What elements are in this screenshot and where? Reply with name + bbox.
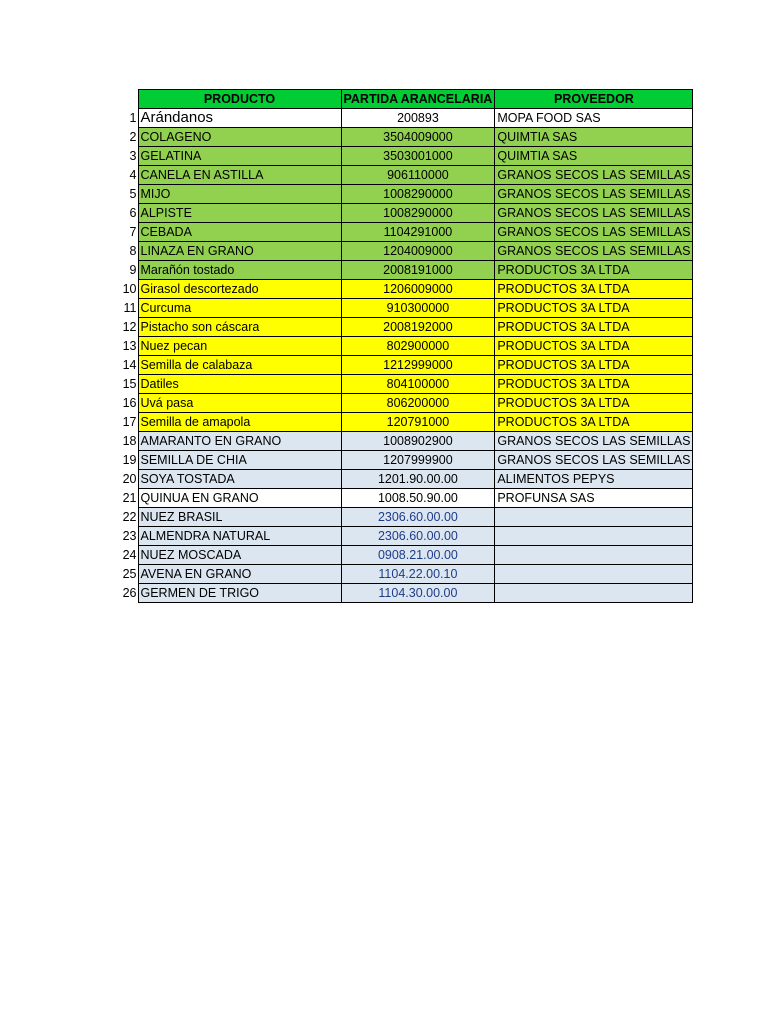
- cell-proveedor[interactable]: GRANOS SECOS LAS SEMILLAS: [495, 223, 693, 242]
- row-number: 5: [129, 187, 137, 201]
- cell-partida-arancelaria[interactable]: 1104.30.00.00: [341, 584, 495, 603]
- cell-partida-arancelaria[interactable]: 3504009000: [341, 128, 495, 147]
- cell-proveedor[interactable]: [495, 565, 693, 584]
- cell-proveedor[interactable]: PRODUCTOS 3A LTDA: [495, 280, 693, 299]
- cell-partida-arancelaria[interactable]: 120791000: [341, 413, 495, 432]
- row-number: 3: [129, 149, 137, 163]
- cell-partida-arancelaria[interactable]: 1201.90.00.00: [341, 470, 495, 489]
- cell-producto[interactable]: NUEZ MOSCADA: [138, 546, 341, 565]
- row-number: 20: [122, 472, 137, 486]
- table-row: [118, 166, 693, 185]
- cell-producto[interactable]: Datiles: [138, 375, 341, 394]
- cell-producto[interactable]: SOYA TOSTADA: [138, 470, 341, 489]
- cell-proveedor[interactable]: ALIMENTOS PEPYS: [495, 470, 693, 489]
- cell-proveedor[interactable]: MOPA FOOD SAS: [495, 109, 693, 128]
- table-row: [118, 318, 693, 337]
- cell-producto[interactable]: MIJO: [138, 185, 341, 204]
- cell-partida-arancelaria[interactable]: 906110000: [341, 166, 495, 185]
- cell-proveedor[interactable]: PRODUCTOS 3A LTDA: [495, 356, 693, 375]
- row-number-header: [118, 90, 138, 109]
- cell-producto[interactable]: AMARANTO EN GRANO: [138, 432, 341, 451]
- cell-producto[interactable]: GELATINA: [138, 147, 341, 166]
- table-row: [118, 261, 693, 280]
- cell-producto[interactable]: NUEZ BRASIL: [138, 508, 341, 527]
- product-table: [118, 89, 693, 603]
- row-number: 4: [129, 168, 137, 182]
- cell-proveedor[interactable]: QUIMTIA SAS: [495, 147, 693, 166]
- row-number: 2: [129, 130, 137, 144]
- cell-producto[interactable]: Semilla de calabaza: [138, 356, 341, 375]
- row-number: 18: [122, 434, 137, 448]
- table-row: [118, 470, 693, 489]
- cell-partida-arancelaria[interactable]: 1104291000: [341, 223, 495, 242]
- row-number: 10: [122, 282, 137, 296]
- row-number: 25: [122, 567, 137, 581]
- cell-producto[interactable]: ALMENDRA NATURAL: [138, 527, 341, 546]
- cell-partida-arancelaria[interactable]: 200893: [341, 109, 495, 128]
- cell-partida-arancelaria[interactable]: 2306.60.00.00: [341, 508, 495, 527]
- table-row: [118, 413, 693, 432]
- cell-partida-arancelaria[interactable]: 1008290000: [341, 185, 495, 204]
- header-partida-arancelaria[interactable]: PARTIDA ARANCELARIA: [341, 90, 495, 109]
- row-number: 11: [123, 301, 137, 315]
- cell-partida-arancelaria[interactable]: 1008290000: [341, 204, 495, 223]
- row-number: 16: [122, 396, 137, 410]
- cell-proveedor[interactable]: PROFUNSA SAS: [495, 489, 693, 508]
- table-row: [118, 299, 693, 318]
- cell-producto[interactable]: COLAGENO: [138, 128, 341, 147]
- cell-partida-arancelaria[interactable]: 1008.50.90.00: [341, 489, 495, 508]
- cell-producto[interactable]: GERMEN DE TRIGO: [138, 584, 341, 603]
- table-row: [118, 375, 693, 394]
- cell-partida-arancelaria[interactable]: 0908.21.00.00: [341, 546, 495, 565]
- cell-producto[interactable]: SEMILLA DE CHIA: [138, 451, 341, 470]
- cell-producto[interactable]: CANELA EN ASTILLA: [138, 166, 341, 185]
- row-number: 8: [129, 244, 137, 258]
- cell-partida-arancelaria[interactable]: 1212999000: [341, 356, 495, 375]
- cell-proveedor[interactable]: GRANOS SECOS LAS SEMILLAS: [495, 432, 693, 451]
- row-number: 9: [129, 263, 137, 277]
- cell-partida-arancelaria[interactable]: 1207999900: [341, 451, 495, 470]
- table-row: [118, 451, 693, 470]
- cell-partida-arancelaria[interactable]: 2008191000: [341, 261, 495, 280]
- cell-partida-arancelaria[interactable]: 1204009000: [341, 242, 495, 261]
- cell-producto[interactable]: Girasol descortezado: [138, 280, 341, 299]
- row-number: 6: [129, 206, 137, 220]
- table-row: [118, 109, 693, 128]
- header-producto[interactable]: PRODUCTO: [138, 90, 341, 109]
- cell-proveedor[interactable]: PRODUCTOS 3A LTDA: [495, 299, 693, 318]
- row-number: 23: [122, 529, 137, 543]
- header-row: [118, 90, 693, 109]
- cell-partida-arancelaria[interactable]: 804100000: [341, 375, 495, 394]
- cell-proveedor[interactable]: PRODUCTOS 3A LTDA: [495, 394, 693, 413]
- cell-partida-arancelaria[interactable]: 3503001000: [341, 147, 495, 166]
- row-number: 14: [122, 358, 137, 372]
- row-number: 26: [122, 586, 137, 600]
- cell-producto[interactable]: LINAZA EN GRANO: [138, 242, 341, 261]
- row-number: 19: [122, 453, 137, 467]
- table-row: [118, 128, 693, 147]
- row-number: 17: [122, 415, 137, 429]
- table-row: [118, 223, 693, 242]
- cell-producto[interactable]: Semilla de amapola: [138, 413, 341, 432]
- row-number: 7: [129, 225, 137, 239]
- cell-producto[interactable]: QUINUA EN GRANO: [138, 489, 341, 508]
- table-row: [118, 185, 693, 204]
- cell-proveedor[interactable]: GRANOS SECOS LAS SEMILLAS: [495, 185, 693, 204]
- row-number: 13: [122, 339, 137, 353]
- cell-proveedor[interactable]: PRODUCTOS 3A LTDA: [495, 413, 693, 432]
- cell-proveedor[interactable]: PRODUCTOS 3A LTDA: [495, 337, 693, 356]
- cell-proveedor[interactable]: GRANOS SECOS LAS SEMILLAS: [495, 242, 693, 261]
- table-row: [118, 394, 693, 413]
- table-row: [118, 584, 693, 603]
- cell-producto[interactable]: AVENA EN GRANO: [138, 565, 341, 584]
- cell-partida-arancelaria[interactable]: 1008902900: [341, 432, 495, 451]
- row-number: 24: [122, 548, 137, 562]
- cell-proveedor[interactable]: GRANOS SECOS LAS SEMILLAS: [495, 204, 693, 223]
- cell-producto[interactable]: Uvá pasa: [138, 394, 341, 413]
- table-row: [118, 280, 693, 299]
- cell-partida-arancelaria[interactable]: 1206009000: [341, 280, 495, 299]
- table-row: [118, 242, 693, 261]
- cell-partida-arancelaria[interactable]: 802900000: [341, 337, 495, 356]
- table-body: [118, 109, 693, 603]
- cell-proveedor[interactable]: QUIMTIA SAS: [495, 128, 693, 147]
- row-number: 21: [122, 491, 137, 505]
- table-row: [118, 546, 693, 565]
- cell-proveedor[interactable]: PRODUCTOS 3A LTDA: [495, 261, 693, 280]
- cell-proveedor[interactable]: GRANOS SECOS LAS SEMILLAS: [495, 451, 693, 470]
- table-row: [118, 432, 693, 451]
- cell-partida-arancelaria[interactable]: 2008192000: [341, 318, 495, 337]
- cell-proveedor[interactable]: [495, 546, 693, 565]
- row-number: 15: [122, 377, 137, 391]
- cell-proveedor[interactable]: [495, 508, 693, 527]
- cell-producto[interactable]: Curcuma: [138, 299, 341, 318]
- cell-proveedor[interactable]: [495, 584, 693, 603]
- table-row: [118, 147, 693, 166]
- cell-producto[interactable]: Pistacho son cáscara: [138, 318, 341, 337]
- cell-proveedor[interactable]: PRODUCTOS 3A LTDA: [495, 375, 693, 394]
- cell-producto[interactable]: ALPISTE: [138, 204, 341, 223]
- cell-producto[interactable]: Nuez pecan: [138, 337, 341, 356]
- cell-producto[interactable]: CEBADA: [138, 223, 341, 242]
- cell-partida-arancelaria[interactable]: 2306.60.00.00: [341, 527, 495, 546]
- table-row: [118, 337, 693, 356]
- row-number: 22: [122, 510, 137, 524]
- row-number: 1: [129, 111, 137, 125]
- cell-producto[interactable]: Arándanos: [138, 109, 341, 128]
- table-row: [118, 565, 693, 584]
- cell-proveedor[interactable]: [495, 527, 693, 546]
- table-row: [118, 489, 693, 508]
- cell-partida-arancelaria[interactable]: 910300000: [341, 299, 495, 318]
- cell-partida-arancelaria[interactable]: 1104.22.00.10: [341, 565, 495, 584]
- cell-proveedor[interactable]: PRODUCTOS 3A LTDA: [495, 318, 693, 337]
- table-row: [118, 527, 693, 546]
- cell-producto[interactable]: Marañón tostado: [138, 261, 341, 280]
- table-row: [118, 204, 693, 223]
- cell-partida-arancelaria[interactable]: 806200000: [341, 394, 495, 413]
- table-row: [118, 356, 693, 375]
- header-proveedor[interactable]: PROVEEDOR: [495, 90, 693, 109]
- table-row: [118, 508, 693, 527]
- row-number: 12: [122, 320, 137, 334]
- cell-proveedor[interactable]: GRANOS SECOS LAS SEMILLAS: [495, 166, 693, 185]
